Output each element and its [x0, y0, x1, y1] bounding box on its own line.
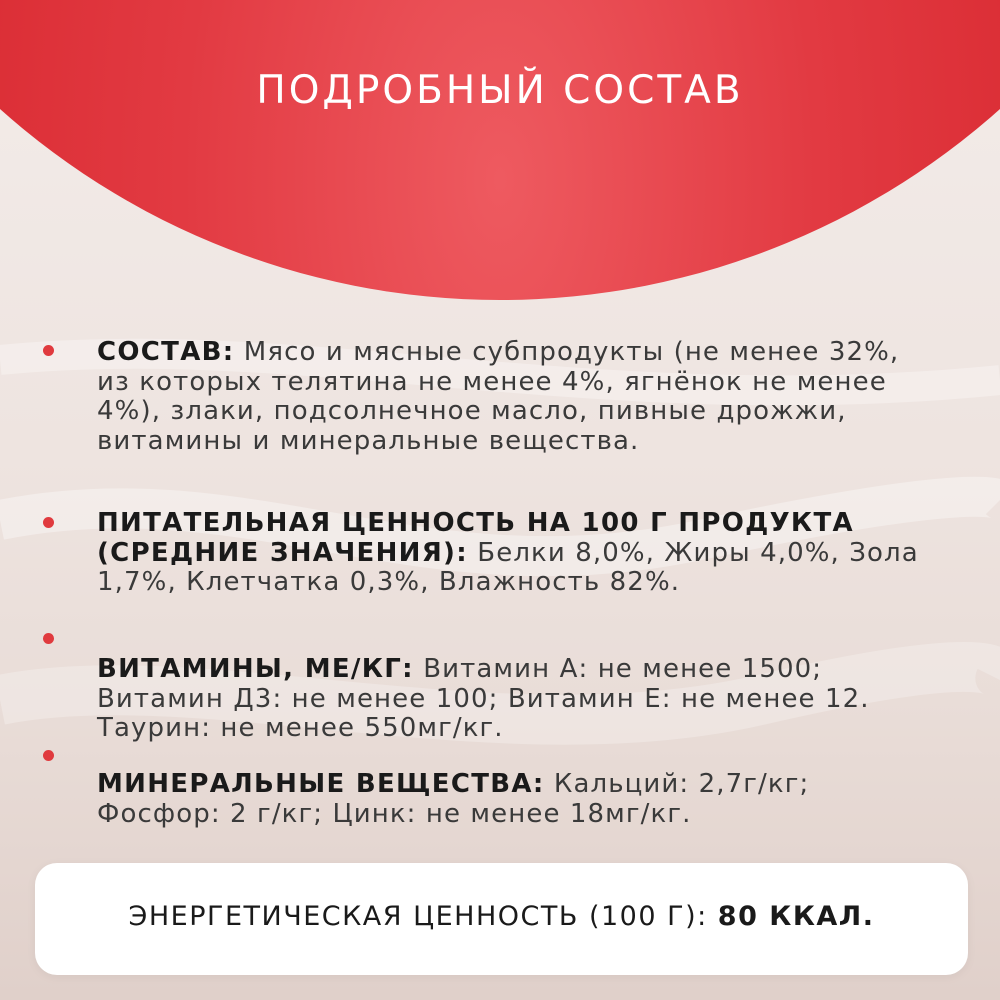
energy-value-box: [35, 863, 968, 975]
item-text: Витамин А: не менее 1500; Витамин Д3: не менее 100; Витамин Е: не менее 12. Таурин: не менее 550мг/кг.: [97, 654, 870, 743]
bullet-dot: [43, 633, 54, 644]
item-text: Мясо и мясные субпродукты (не менее 32%, из которых телятина не менее 4%, ягнёнок не менее 4%), злаки, подсолнечное масло, пивные дрожжи, витамины и минеральные вещества.: [97, 337, 900, 456]
item-label: ПИТАТЕЛЬНАЯ ЦЕННОСТЬ НА 100 Г ПРОДУКТА (СРЕДНИЕ ЗНАЧЕНИЯ):: [97, 508, 854, 568]
list-item-minerals: [97, 770, 927, 829]
list-item-composition: [97, 338, 927, 456]
page-title: ПОДРОБНЫЙ СОСТАВ: [256, 68, 744, 113]
list-item-nutrition: [97, 509, 927, 598]
energy-value-text: [35, 901, 968, 932]
bullet-dot: [43, 345, 54, 356]
item-text: Кальций: 2,7г/кг; Фосфор: 2 г/кг; Цинк: не менее 18мг/кг.: [97, 769, 810, 829]
energy-value: 80 ККАЛ.: [717, 901, 875, 932]
item-label: СОСТАВ:: [97, 337, 235, 367]
item-text: Белки 8,0%, Жиры 4,0%, Зола 1,7%, Клетчатка 0,3%, Влажность 82%.: [97, 537, 919, 597]
item-label: ВИТАМИНЫ, МЕ/КГ:: [97, 654, 414, 684]
list-item-vitamins: [97, 655, 927, 744]
bullet-dot: [43, 750, 54, 761]
energy-label: ЭНЕРГЕТИЧЕСКАЯ ЦЕННОСТЬ (100 Г):: [128, 901, 708, 932]
item-label: МИНЕРАЛЬНЫЕ ВЕЩЕСТВА:: [97, 769, 545, 799]
bullet-dot: [43, 517, 54, 528]
